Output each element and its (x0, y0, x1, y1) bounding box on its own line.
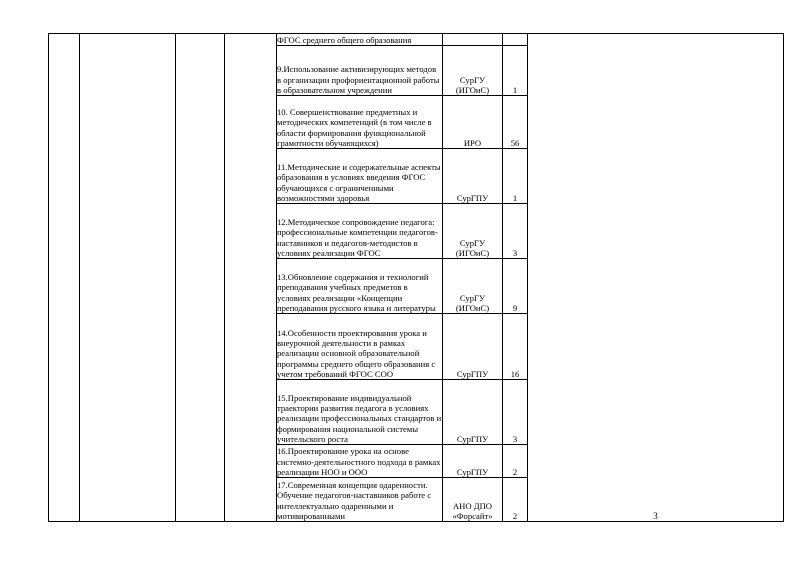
participants-count-cell: 56 (503, 96, 528, 149)
participants-count-cell (503, 34, 528, 46)
participants-count-cell: 9 (503, 259, 528, 314)
participants-count-cell: 2 (503, 445, 528, 478)
course-name-cell: 16.Проектирование урока на основе системно-деятельностного подхода в рамках реализации НОО и ООО (277, 446, 441, 477)
course-name-cell: 12.Методическое сопровождение педагога: профессиональные компетенции педагогов-наставников и педагогов-методистов в условиях реализации ФГОС (277, 204, 443, 259)
participants-count-cell: 1 (503, 149, 528, 204)
organization-cell (443, 34, 503, 46)
organization-cell: СурГУ (ИГОиС) (443, 46, 503, 96)
organization-cell: СурГПУ (443, 149, 503, 204)
course-name-cell: 14.Особенности проектирования урока и внеурочной деятельности в рамках реализации основной образовательной программы среднего общего образования с учетом требований ФГОС СОО (277, 314, 443, 380)
participants-count-cell: 16 (503, 314, 528, 380)
col-4-cell (225, 34, 277, 522)
organization-cell: СурГУ (ИГОиС) (443, 259, 503, 314)
course-name-cell: 15.Проектирование индивидуальной траектории развития педагога в условиях реализации профессиональных стандартов и формирования национальной системы учительского роста (277, 380, 443, 445)
course-name-cell: ФГОС среднего общего образования (277, 34, 443, 46)
participants-count-cell: 2 (503, 478, 528, 522)
organization-cell: СурГПУ (443, 314, 503, 380)
courses-table (48, 33, 784, 522)
table-row (49, 34, 784, 46)
participants-count-cell: 3 (503, 204, 528, 259)
participants-count-cell: 3 (503, 380, 528, 445)
col-3-cell (176, 34, 225, 522)
organization-cell: АНО ДПО «Форсайт» (443, 478, 503, 522)
organization-cell: СурГПУ (443, 445, 503, 478)
course-name-cell: 11.Методические и содержательные аспекты образования в условиях введения ФГОС обучающихся с ограниченными возможностями здоровья (277, 149, 443, 204)
organization-cell: СурГУ (ИГОиС) (443, 204, 503, 259)
course-name-cell: 13.Обновление содержания и технологий преподавания учебных предметов в условиях реализации «Концепции преподавания русского языка и литературы (277, 259, 443, 314)
participants-count-cell: 1 (503, 46, 528, 96)
col-1-cell (49, 34, 80, 522)
course-name-cell: 9.Использование активизирующих методов в организации профориентационной работы в образовательном учреждении (277, 46, 443, 96)
total-cell: 3 (528, 34, 784, 522)
organization-cell: СурГПУ (443, 380, 503, 445)
col-2-cell (80, 34, 176, 522)
course-name-cell: 17.Современная концепция одаренности. Обучение педагогов-наставников работе с интеллектуально одаренными и мотивированными (277, 478, 443, 522)
organization-cell: ИРО (443, 96, 503, 149)
course-name-cell: 10. Совершенствование предметных и методических компетенций (в том числе в области формирования функциональной грамотности обучающихся) (277, 96, 443, 149)
